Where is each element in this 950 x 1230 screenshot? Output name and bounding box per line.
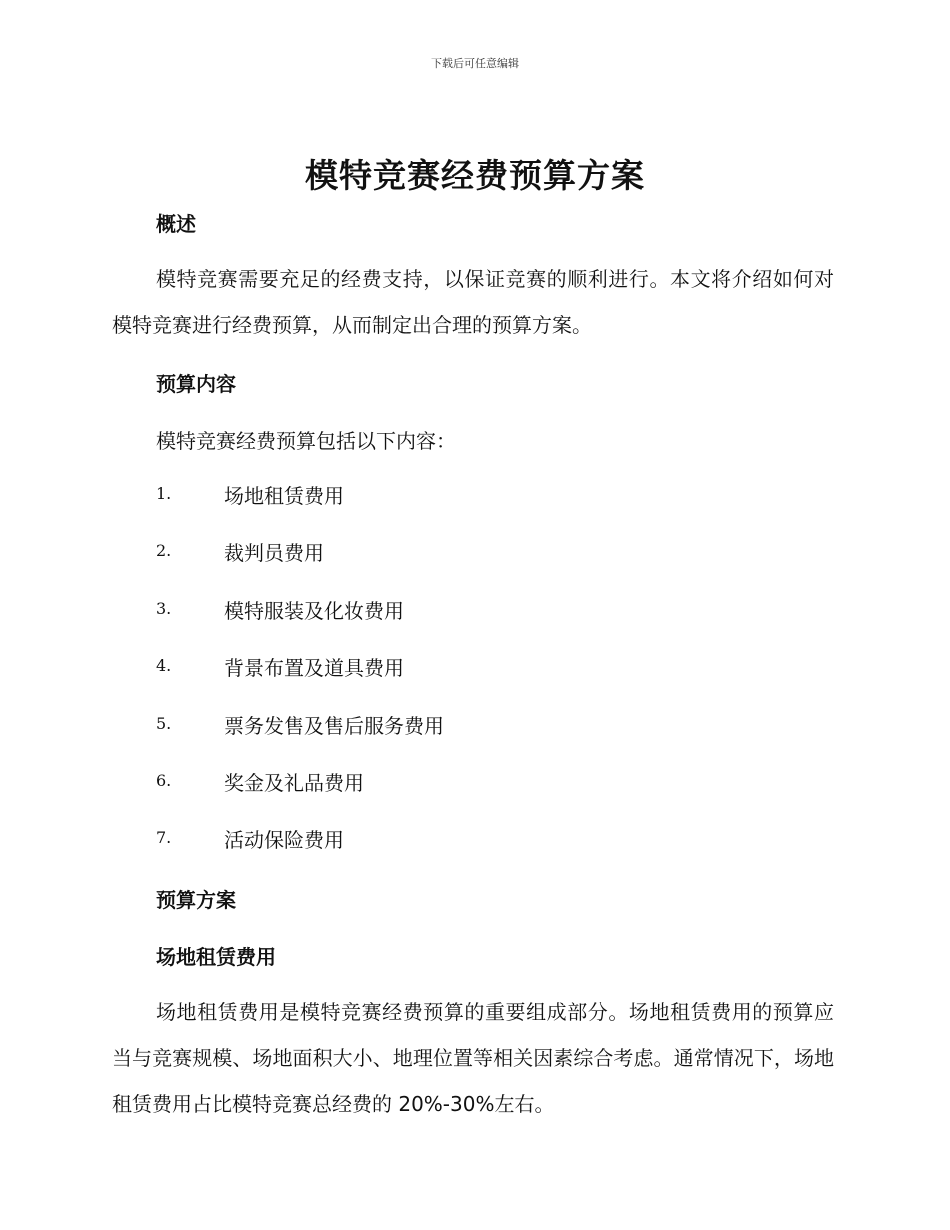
section-heading-overview: 概述 — [156, 212, 196, 236]
list-item — [156, 480, 444, 537]
list-item-text: 背景布置及道具费用 — [224, 656, 404, 681]
list-item-number: 4. — [156, 656, 172, 676]
list-item-text: 活动保险费用 — [224, 828, 344, 853]
list-item-number: 1. — [156, 484, 172, 503]
budget-items-list — [156, 480, 444, 882]
list-item-number: 7. — [156, 828, 172, 848]
header-note: 下载后可任意编辑 — [431, 57, 519, 70]
list-item-text: 模特服装及化妆费用 — [224, 598, 404, 623]
contents-intro: 模特竞赛经费预算包括以下内容： — [156, 429, 456, 453]
list-item — [156, 537, 444, 594]
subsection-heading-venue: 场地租赁费用 — [156, 945, 276, 969]
list-item — [156, 824, 444, 881]
list-item-text: 奖金及礼品费用 — [224, 770, 364, 795]
list-item-text: 场地租赁费用 — [224, 484, 344, 508]
section-heading-contents: 预算内容 — [156, 372, 236, 396]
document-title: 模特竞赛经费预算方案 — [305, 156, 645, 195]
section-heading-plan: 预算方案 — [156, 888, 236, 912]
venue-paragraph: 场地租赁费用是模特竞赛经费预算的重要组成部分。场地租赁费用的预算应当与竞赛规模、场地面积大小、地理位置等相关因素综合考虑。通常情况下，场地租赁费用占比模特竞赛总经费的 20%-30%左右。 — [112, 1000, 834, 1116]
list-item — [156, 595, 444, 652]
list-item-text: 票务发售及售后服务费用 — [224, 713, 444, 738]
list-item-number: 6. — [156, 770, 172, 790]
list-item-number: 2. — [156, 541, 172, 561]
list-item — [156, 767, 444, 824]
list-item-number: 3. — [156, 598, 172, 618]
list-item-text: 裁判员费用 — [224, 541, 324, 566]
list-item — [156, 710, 444, 767]
overview-paragraph: 模特竞赛需要充足的经费支持，以保证竞赛的顺利进行。本文将介绍如何对模特竞赛进行经费预算，从而制定出合理的预算方案。 — [112, 267, 834, 337]
list-item — [156, 652, 444, 709]
list-item-number: 5. — [156, 713, 172, 733]
